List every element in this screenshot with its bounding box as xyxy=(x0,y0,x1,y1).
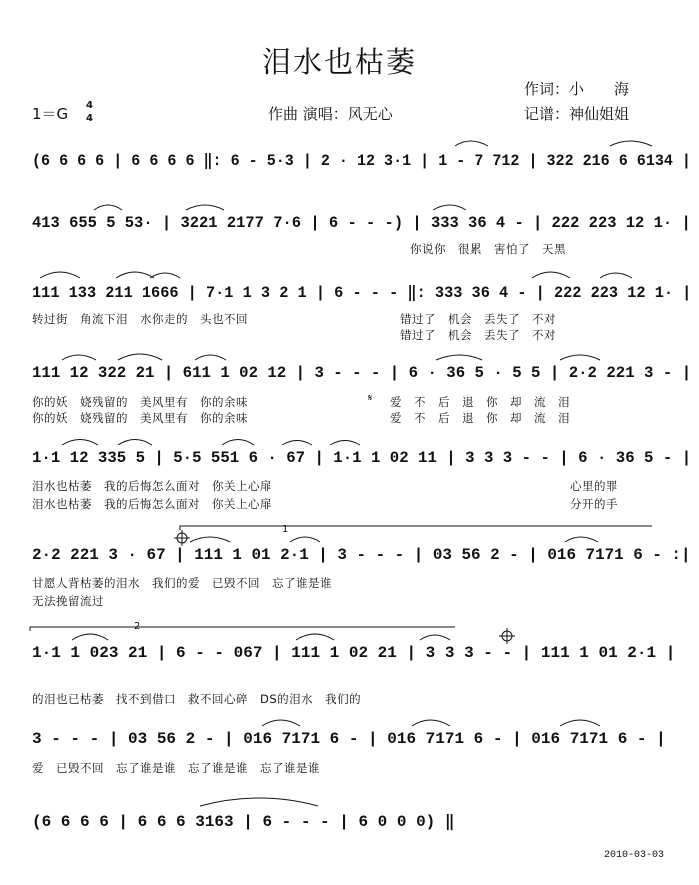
time-signature-top: 4 xyxy=(86,100,93,111)
lyric-line-3c: 错过了 机会 丢失了 不对 xyxy=(400,328,556,342)
score-line-3: 111 133 211 1666 | 7·1 1 3 2 1 | 6 - - - ‖: 333 36 4 - | 222 223 12 1· | xyxy=(32,284,692,302)
score-line-6: 2·2 221 3 · 67 | 111 1 01 2·1 | 3 - - - | 03 56 2 - | 016 7171 6 - :| xyxy=(32,546,691,564)
lyric-line-3a: 转过街 角流下泪 水你走的 头也不回 xyxy=(32,312,248,326)
score-line-8: 3 - - - | 03 56 2 - | 016 7171 6 - | 016 7171 6 - | 016 7171 6 - | xyxy=(32,730,666,748)
lyric-line-5b: 泪水也枯萎 我的后悔怎么面对 你关上心扉 xyxy=(32,497,272,511)
key-signature: 1＝G xyxy=(32,105,69,123)
page-title: 泪水也枯萎 xyxy=(262,45,418,79)
lyric-line-4a: 你的妖 娆残留的 美风里有 你的余味 xyxy=(32,395,248,409)
volta-1-label: 1 xyxy=(282,524,289,535)
lyric-line-3b: 错过了 机会 丢失了 不对 xyxy=(400,312,556,326)
transcriber: 记谱：神仙姐姐 xyxy=(524,105,630,123)
lyric-line-6a: 甘愿人背枯萎的泪水 我们的爱 已毁不回 忘了谁是谁 xyxy=(32,576,332,590)
lyric-line-4b: 你的妖 娆残留的 美风里有 你的余味 xyxy=(32,411,248,425)
score-line-1: (6 6 6 6 | 6 6 6 6 ‖: 6 - 5·3 | 2 · 12 3·1 | 1 - 7 712 | 322 216 6 6134 | xyxy=(32,152,691,170)
lyric-line-4d: 爱 不 后 退 你 却 流 泪 xyxy=(390,411,570,425)
lyric-line-4c: 爱 不 后 退 你 却 流 泪 xyxy=(390,395,570,409)
segno-sign: 𝄋 xyxy=(368,393,373,404)
score-line-2: 413 655 5 53· | 3221 2177 7·6 | 6 - - -) | 333 36 4 - | 222 223 12 1· | xyxy=(32,214,691,232)
volta-2-label: 2 xyxy=(134,621,141,632)
composer-singer: 作曲 演唱：风无心 xyxy=(268,105,393,123)
score-line-7: 1·1 1 023 21 | 6 - - 067 | 111 1 02 21 | 3 3 3 - - | 111 1 01 2·1 | xyxy=(32,644,676,662)
score-line-4: 111 12 322 21 | 611 1 02 12 | 3 - - - | 6 · 36 5 · 5 5 | 2·2 221 3 - | xyxy=(32,364,692,382)
lyric-line-5c: 心里的罪 xyxy=(570,479,618,493)
lyric-line-2a: 你说你 很累 害怕了 天黑 xyxy=(410,242,566,256)
lyric-line-5d: 分开的手 xyxy=(570,497,618,511)
lyric-line-7a: 的泪也已枯萎 找不到借口 救不回心碎 DS的泪水 我们的 xyxy=(32,692,362,706)
lyric-line-8a: 爱 已毁不回 忘了谁是谁 忘了谁是谁 忘了谁是谁 xyxy=(32,761,320,775)
lyric-line-6b: 无法挽留流过 xyxy=(32,594,104,608)
score-line-9: (6 6 6 6 | 6 6 6 3163 | 6 - - - | 6 0 0 0) ‖ xyxy=(32,813,455,831)
score-line-5: 1·1 12 335 5 | 5·5 551 6 · 67 | 1·1 1 02 11 | 3 3 3 - - | 6 · 36 5 - | xyxy=(32,449,692,467)
lyricist: 作词：小 海 xyxy=(524,80,630,98)
time-signature-bottom: 4 xyxy=(86,113,93,124)
lyric-line-5a: 泪水也枯萎 我的后悔怎么面对 你关上心扉 xyxy=(32,479,272,493)
transcription-date: 2010-03-03 xyxy=(604,850,665,861)
